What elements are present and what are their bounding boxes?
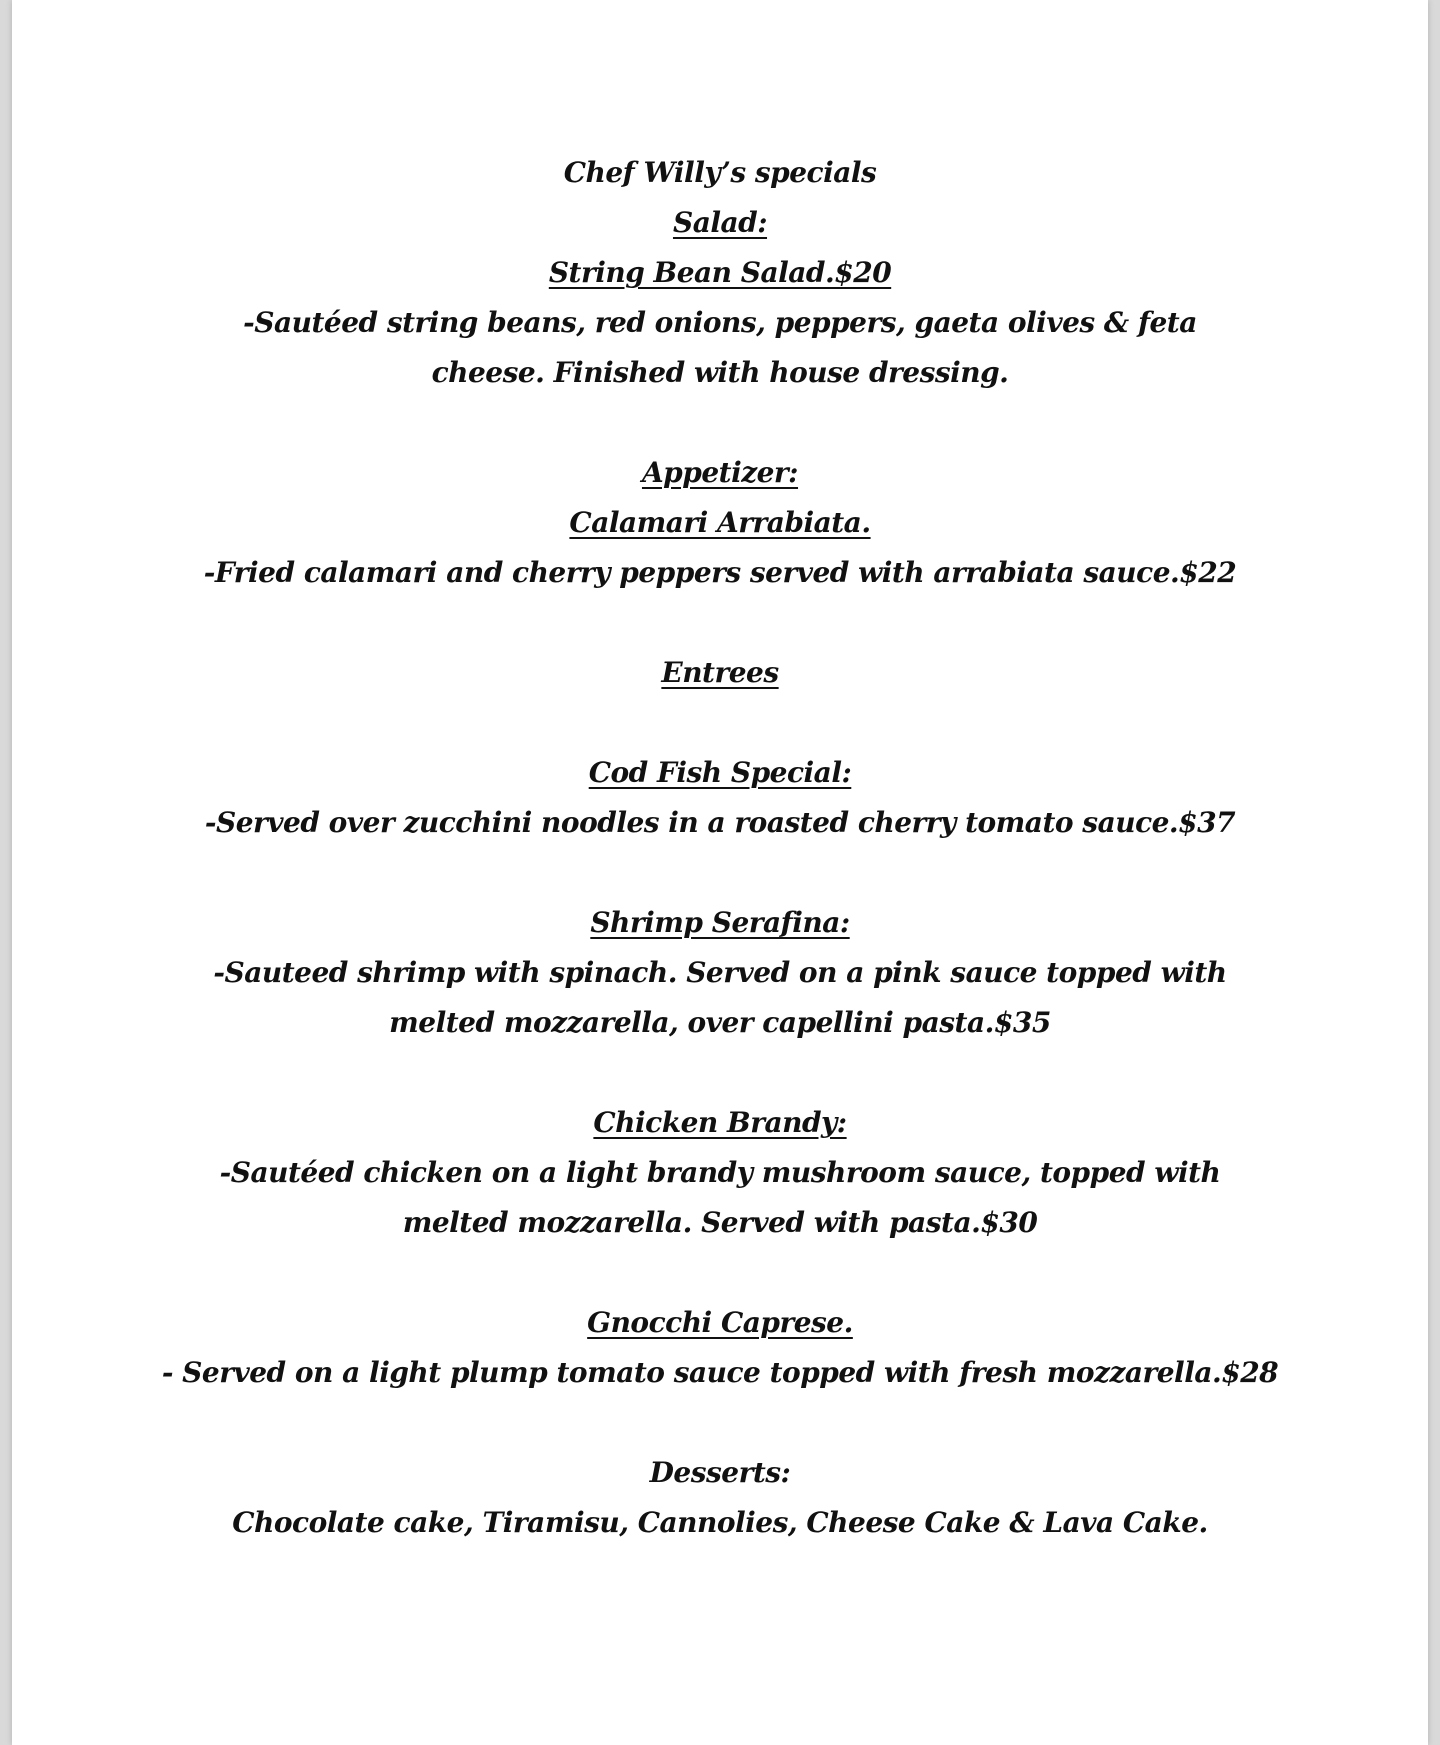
appetizer-item-name-text: Calamari Arrabiata. bbox=[569, 506, 871, 539]
entree-item-name bbox=[12, 748, 1428, 798]
spacer bbox=[12, 398, 1428, 448]
spacer bbox=[12, 1048, 1428, 1098]
entree-name-text: Cod Fish Special: bbox=[588, 756, 852, 789]
desserts-list: Chocolate cake, Tiramisu, Cannolies, Cheese Cake & Lava Cake. bbox=[232, 1506, 1208, 1539]
appetizer-item-name bbox=[12, 498, 1428, 548]
spacer bbox=[12, 598, 1428, 648]
desserts-heading: Desserts: bbox=[649, 1456, 791, 1489]
entree-description: -Sautéed chicken on a light brandy mushroom sauce, topped with melted mozzarella. Served with pasta.$30 bbox=[219, 1156, 1221, 1239]
entree-item-name bbox=[12, 1098, 1428, 1148]
salad-heading-text: Salad: bbox=[672, 206, 768, 239]
entrees-heading-text: Entrees bbox=[661, 656, 779, 689]
entree-name-text: Gnocchi Caprese. bbox=[587, 1306, 853, 1339]
menu-page bbox=[12, 0, 1428, 1745]
specials-menu bbox=[12, 148, 1428, 1548]
menu-title: Chef Willy’s specials bbox=[563, 156, 877, 189]
entree-item-name bbox=[12, 898, 1428, 948]
salad-item-name bbox=[12, 248, 1428, 298]
entree-description: - Served on a light plump tomato sauce topped with fresh mozzarella.$28 bbox=[161, 1356, 1279, 1389]
entrees-heading bbox=[12, 648, 1428, 698]
appetizer-description: -Fried calamari and cherry peppers served with arrabiata sauce.$22 bbox=[203, 556, 1237, 589]
entree-description: -Served over zucchini noodles in a roasted cherry tomato sauce.$37 bbox=[204, 806, 1236, 839]
entree-item-name bbox=[12, 1298, 1428, 1348]
entree-name-text: Chicken Brandy: bbox=[593, 1106, 847, 1139]
appetizer-heading-text: Appetizer: bbox=[641, 456, 799, 489]
spacer bbox=[12, 848, 1428, 898]
salad-item-name-text: String Bean Salad.$20 bbox=[548, 256, 892, 289]
entree-name-text: Shrimp Serafina: bbox=[590, 906, 850, 939]
appetizer-heading bbox=[12, 448, 1428, 498]
spacer bbox=[12, 1398, 1428, 1448]
entree-description: -Sauteed shrimp with spinach. Served on a pink sauce topped with melted mozzarella, over capellini pasta.$35 bbox=[213, 956, 1227, 1039]
spacer bbox=[12, 698, 1428, 748]
salad-heading bbox=[12, 198, 1428, 248]
salad-description: -Sautéed string beans, red onions, peppers, gaeta olives & feta cheese. Finished with house dressing. bbox=[243, 306, 1197, 389]
spacer bbox=[12, 1248, 1428, 1298]
